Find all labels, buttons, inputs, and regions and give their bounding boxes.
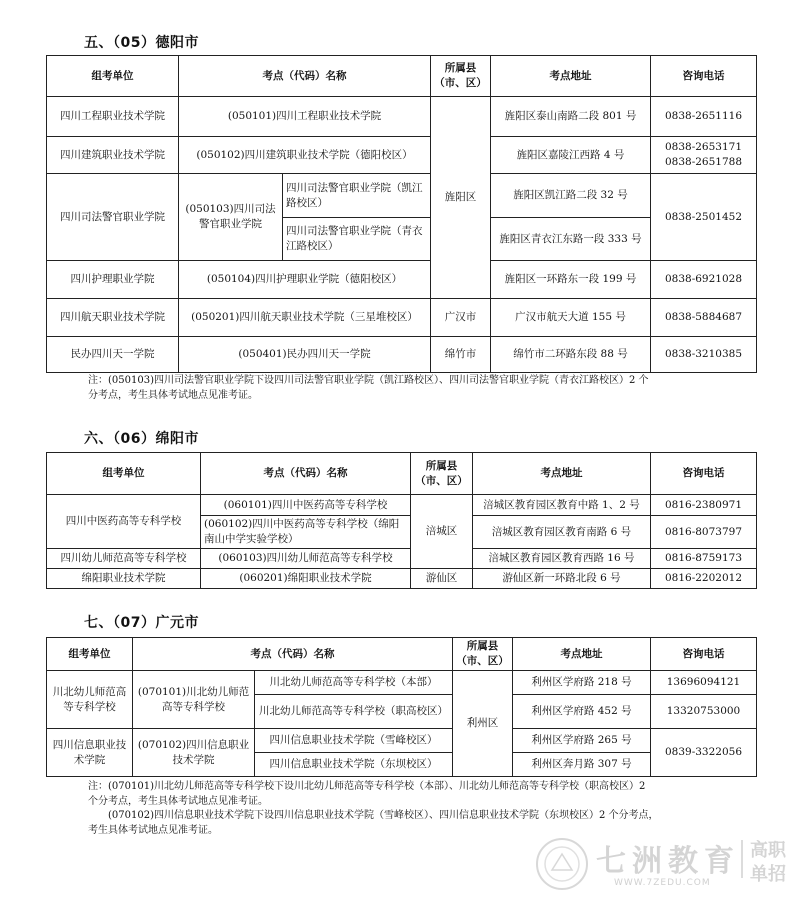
address-cell: 游仙区新一环路北段 6 号 <box>473 569 651 589</box>
unit-cell: 四川中医药高等专科学校 <box>47 495 201 549</box>
sub-site-cell: 川北幼儿师范高等专科学校（职高校区） <box>255 695 453 729</box>
table-guangyuan <box>46 637 757 777</box>
header-phone: 咨询电话 <box>651 638 757 671</box>
address-cell: 绵竹市二环路东段 88 号 <box>491 337 651 373</box>
sub-site-cell: 川北幼儿师范高等专科学校（本部） <box>255 671 453 695</box>
phone-cell: 0839-3322056 <box>651 729 757 777</box>
address-cell: 利州区学府路 452 号 <box>513 695 651 729</box>
site-cell: (050101)四川工程职业技术学院 <box>179 97 431 137</box>
header-site: 考点（代码）名称 <box>179 56 431 97</box>
phone-cell: 0838-3210385 <box>651 337 757 373</box>
phone-cell: 0816-2380971 <box>651 495 757 516</box>
phone-cell: 0838-2501452 <box>651 174 757 261</box>
table-row <box>47 337 757 373</box>
table-mianyang <box>46 452 757 589</box>
phone-cell: 0838-2653171 0838-2651788 <box>651 137 757 174</box>
unit-cell: 四川建筑职业技术学院 <box>47 137 179 174</box>
table-deyang <box>46 55 757 373</box>
address-cell: 旌阳区泰山南路二段 801 号 <box>491 97 651 137</box>
watermark <box>532 832 800 895</box>
header-county: 所属县（市、区） <box>411 453 473 495</box>
header-unit: 组考单位 <box>47 56 179 97</box>
unit-cell: 四川航天职业技术学院 <box>47 299 179 337</box>
note-guangyuan: 注：(070101)川北幼儿师范高等专科学校下设川北幼儿师范高等专科学校（本部）、川北幼儿师范高等专科学校（职高校区）2 个分考点，考生具体考试地点见准考证。 (070102)四川信息职业技术学院下设四川信息职业技术学院（雪峰校区）、四川信息职业技术学院（东坝校区）2 个分考点， 考生具体考试地点见准考证。 <box>88 781 659 836</box>
phone-cell: 0838-5884687 <box>651 299 757 337</box>
site-cell: (050401)民办四川天一学院 <box>179 337 431 373</box>
header-address: 考点地址 <box>491 56 651 97</box>
table-row <box>47 261 757 299</box>
section-title-deyang: 五、（05）德阳市 <box>84 35 199 51</box>
county-cell: 旌阳区 <box>431 97 491 299</box>
header-phone: 咨询电话 <box>651 56 757 97</box>
phone-cell: 13696094121 <box>651 671 757 695</box>
table-row <box>47 299 757 337</box>
site-cell: (070102)四川信息职业技术学院 <box>133 729 255 777</box>
watermark-brand: 七洲教育 <box>596 844 740 879</box>
address-cell: 利州区学府路 265 号 <box>513 729 651 753</box>
site-cell: (060101)四川中医药高等专科学校 <box>201 495 411 516</box>
sub-site-cell: 四川司法警官职业学院（青衣江路校区） <box>283 218 431 261</box>
site-cell: (060102)四川中医药高等专科学校（绵阳南山中学实验学校） <box>201 516 411 549</box>
sub-site-cell: 四川信息职业技术学院（雪峰校区） <box>255 729 453 753</box>
address-cell: 利州区学府路 218 号 <box>513 671 651 695</box>
county-cell: 游仙区 <box>411 569 473 589</box>
county-cell: 涪城区 <box>411 495 473 569</box>
address-cell: 旌阳区青衣江东路一段 333 号 <box>491 218 651 261</box>
section-title-guangyuan: 七、（07）广元市 <box>84 615 199 631</box>
address-cell: 利州区奔月路 307 号 <box>513 753 651 777</box>
table-row <box>47 97 757 137</box>
note-deyang: 注：(050103)四川司法警官职业学院下设四川司法警官职业学院（凯江路校区）、四川司法警官职业学院（青衣江路校区）2 个 分考点，考生具体考试地点见准考证。 <box>88 375 649 401</box>
phone-cell: 0838-2651116 <box>651 97 757 137</box>
address-cell: 旌阳区一环路东一段 199 号 <box>491 261 651 299</box>
unit-cell: 四川护理职业学院 <box>47 261 179 299</box>
site-cell: (050102)四川建筑职业技术学院（德阳校区） <box>179 137 431 174</box>
header-address: 考点地址 <box>513 638 651 671</box>
sub-site-cell: 四川信息职业技术学院（东坝校区） <box>255 753 453 777</box>
watermark-url: WWW.7ZEDU.COM <box>614 878 711 888</box>
header-county: 所属县（市、区） <box>431 56 491 97</box>
address-cell: 旌阳区嘉陵江西路 4 号 <box>491 137 651 174</box>
address-cell: 涪城区教育园区教育西路 16 号 <box>473 549 651 569</box>
table-row <box>47 137 757 174</box>
site-cell: (050103)四川司法警官职业学院 <box>179 174 283 261</box>
table-row <box>47 174 757 218</box>
table-row <box>47 569 757 589</box>
watermark-side2: 单招 <box>750 864 786 885</box>
header-unit: 组考单位 <box>47 453 201 495</box>
table-row <box>47 549 757 569</box>
site-cell: (050201)四川航天职业技术学院（三星堆校区） <box>179 299 431 337</box>
phone-cell: 0816-8073797 <box>651 516 757 549</box>
table-row <box>47 671 757 695</box>
address-cell: 涪城区教育园区教育南路 6 号 <box>473 516 651 549</box>
watermark-side1: 高职 <box>750 840 786 861</box>
unit-cell: 民办四川天一学院 <box>47 337 179 373</box>
table-row <box>47 495 757 516</box>
site-cell: (070101)川北幼儿师范高等专科学校 <box>133 671 255 729</box>
phone-cell: 13320753000 <box>651 695 757 729</box>
header-unit: 组考单位 <box>47 638 133 671</box>
phone-cell: 0816-8759173 <box>651 549 757 569</box>
county-cell: 绵竹市 <box>431 337 491 373</box>
header-county: 所属县（市、区） <box>453 638 513 671</box>
section-title-mianyang: 六、（06）绵阳市 <box>84 431 199 447</box>
header-address: 考点地址 <box>473 453 651 495</box>
unit-cell: 四川工程职业技术学院 <box>47 97 179 137</box>
unit-cell: 川北幼儿师范高等专科学校 <box>47 671 133 729</box>
site-cell: (050104)四川护理职业学院（德阳校区） <box>179 261 431 299</box>
phone-cell: 0838-6921028 <box>651 261 757 299</box>
address-cell: 广汉市航天大道 155 号 <box>491 299 651 337</box>
table-row <box>47 729 757 753</box>
phone-cell: 0816-2202012 <box>651 569 757 589</box>
site-cell: (060103)四川幼儿师范高等专科学校 <box>201 549 411 569</box>
header-phone: 咨询电话 <box>651 453 757 495</box>
header-site: 考点（代码）名称 <box>201 453 411 495</box>
county-cell: 利州区 <box>453 671 513 777</box>
unit-cell: 四川信息职业技术学院 <box>47 729 133 777</box>
unit-cell: 四川司法警官职业学院 <box>47 174 179 261</box>
unit-cell: 四川幼儿师范高等专科学校 <box>47 549 201 569</box>
address-cell: 涪城区教育园区教育中路 1、2 号 <box>473 495 651 516</box>
site-cell: (060201)绵阳职业技术学院 <box>201 569 411 589</box>
sub-site-cell: 四川司法警官职业学院（凯江路校区） <box>283 174 431 218</box>
address-cell: 旌阳区凯江路二段 32 号 <box>491 174 651 218</box>
unit-cell: 绵阳职业技术学院 <box>47 569 201 589</box>
county-cell: 广汉市 <box>431 299 491 337</box>
header-site: 考点（代码）名称 <box>133 638 453 671</box>
